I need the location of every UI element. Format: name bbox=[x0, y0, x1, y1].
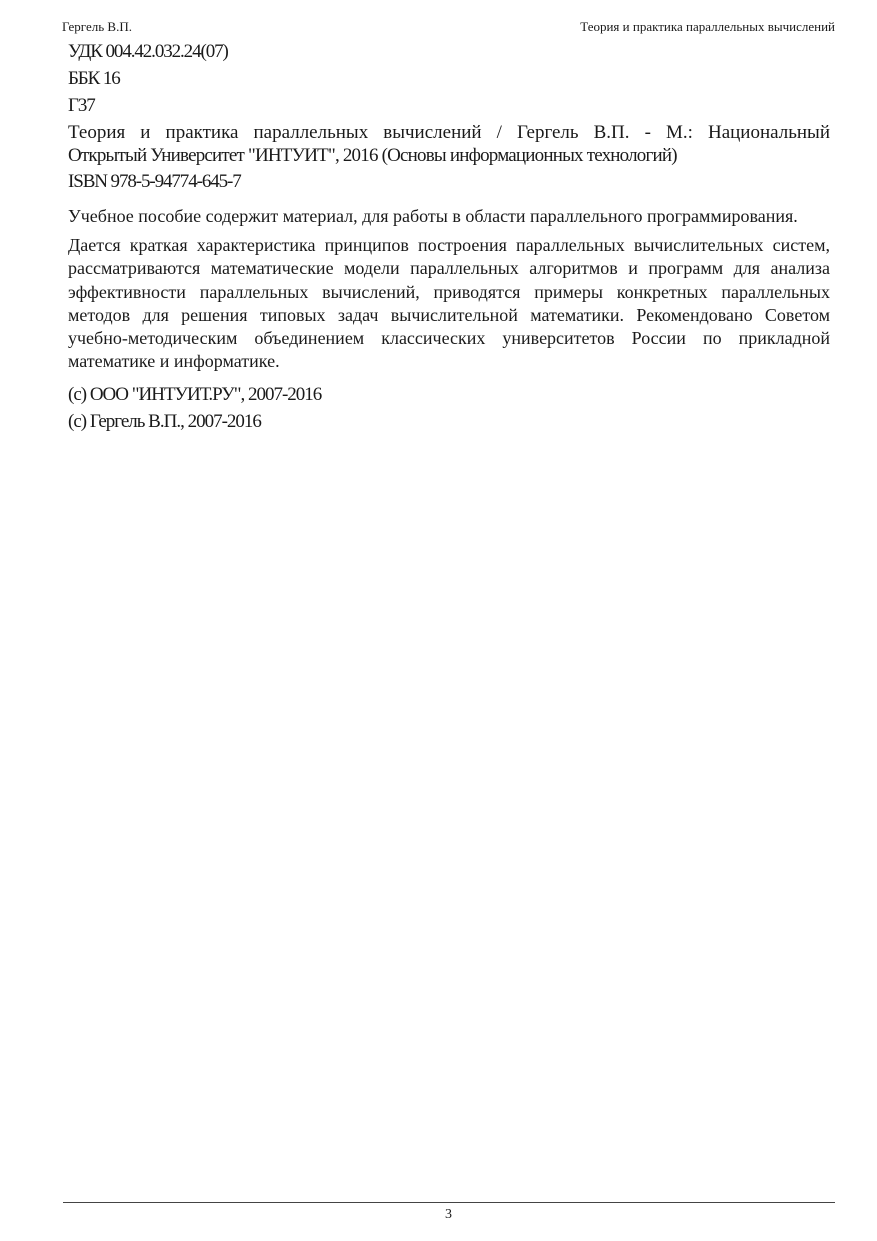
header-author: Гергель В.П. bbox=[62, 19, 132, 34]
annotation-paragraph-2: Дается краткая характеристика принципов построения параллельных вычислительных систем, рассматриваются математические модели параллельных алгоритмов и программ для анализа эффективности параллельных вычислений, приводятся примеры конкретных параллельных методов для решения типовых задач вычислительной математики. Рекомендовано Советом учебно-методическим объединением классических университетов России по прикладной математике и информатике. bbox=[68, 235, 830, 372]
page-number: 3 bbox=[445, 1207, 452, 1222]
isbn: ISBN 978-5-94774-645-7 bbox=[68, 171, 241, 192]
imprint-page-content bbox=[68, 38, 830, 435]
copyright-publisher: (с) ООО "ИНТУИТ.РУ", 2007-2016 bbox=[68, 384, 322, 406]
running-header bbox=[62, 17, 835, 37]
bbk-code: ББК 16 bbox=[68, 68, 120, 89]
author-mark: Г37 bbox=[68, 95, 95, 116]
copyright-author: (с) Гергель В.П., 2007-2016 bbox=[68, 411, 261, 433]
header-book-title: Теория и практика параллельных вычислений bbox=[580, 19, 835, 34]
bibliographic-citation bbox=[68, 121, 830, 167]
footer-rule bbox=[63, 1202, 835, 1203]
udk-code: УДК 004.42.032.24(07) bbox=[68, 41, 228, 62]
annotation-paragraph-1: Учебное пособие содержит материал, для работы в области параллельного программирования. bbox=[68, 206, 798, 226]
citation-line-1: Теория и практика параллельных вычислений / Гергель В.П. - М.: Национальный bbox=[68, 122, 830, 143]
citation-line-2: Открытый Университет "ИНТУИТ", 2016 (Основы информационных технологий) bbox=[68, 145, 677, 166]
